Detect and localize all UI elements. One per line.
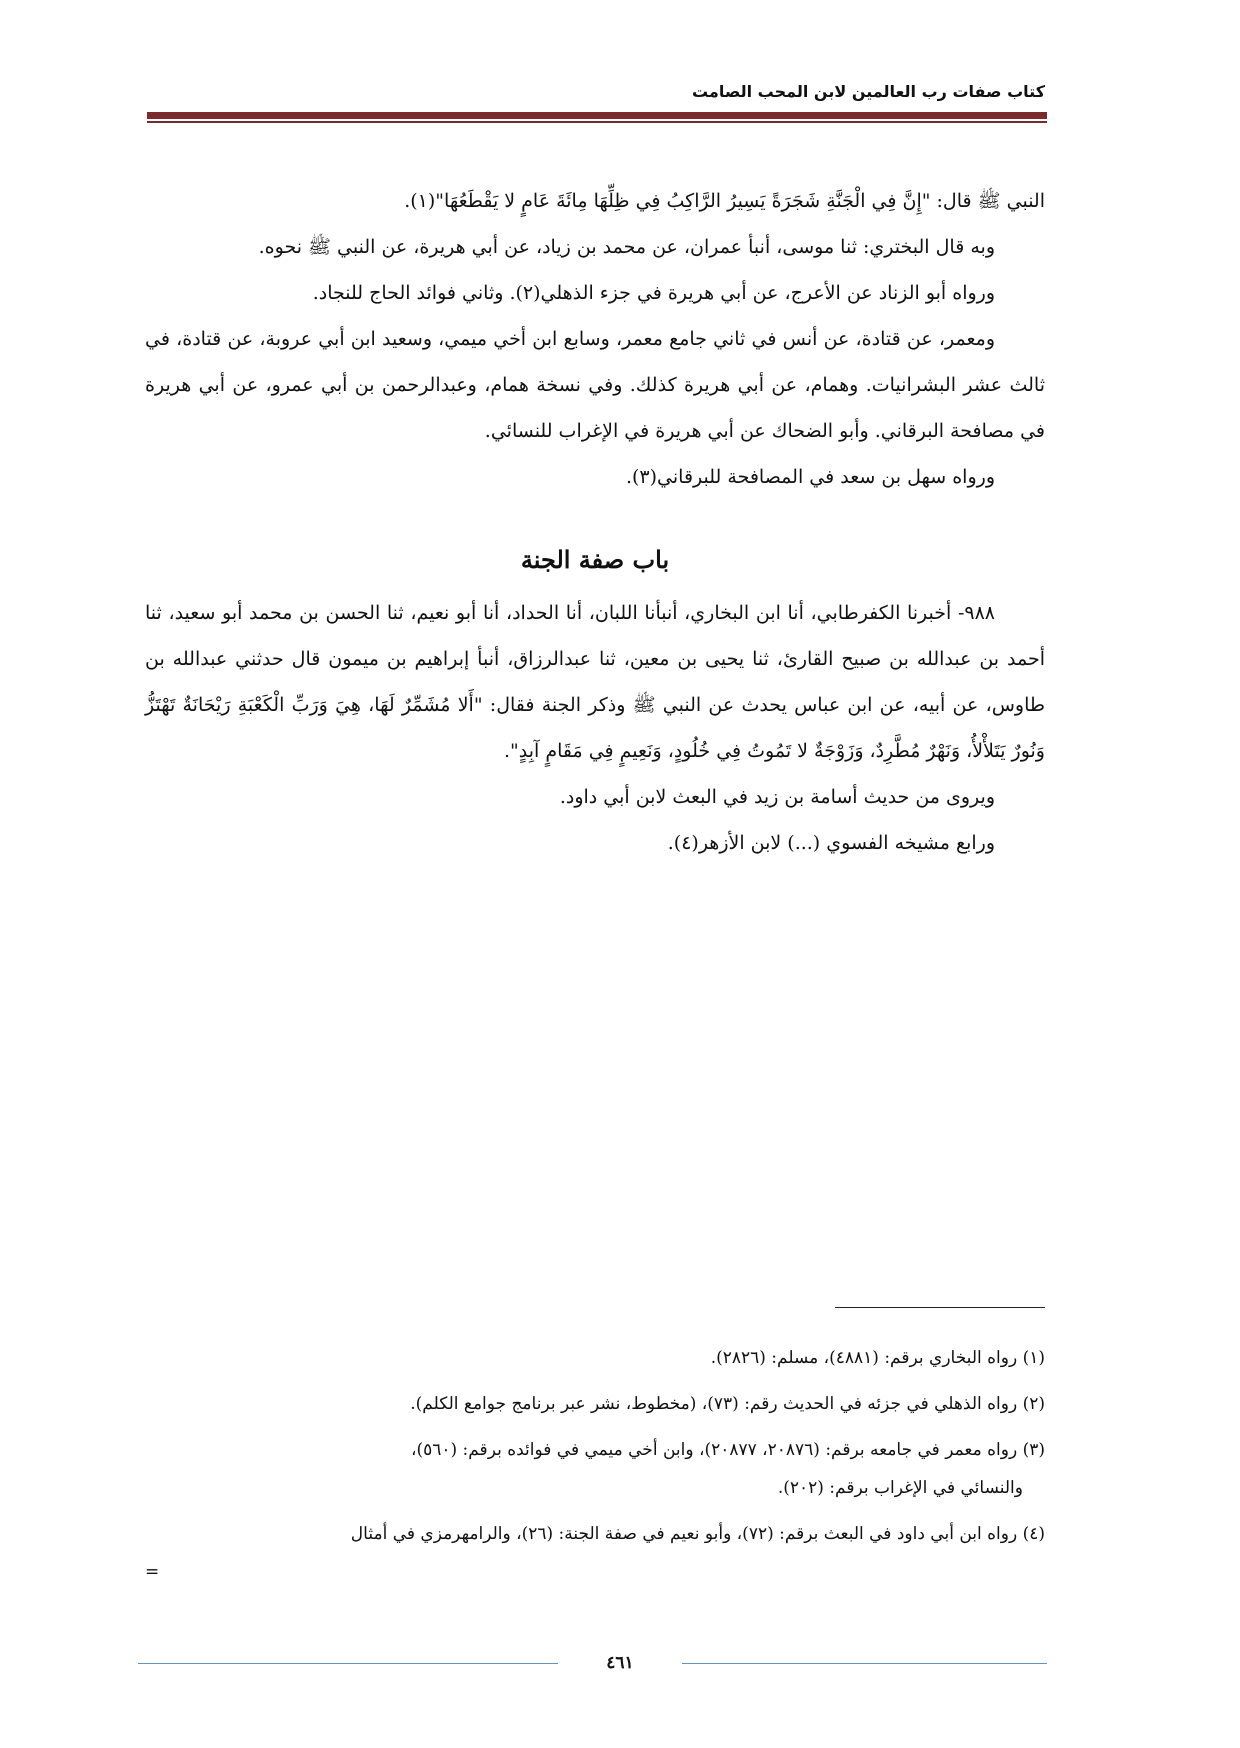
footnote-4-continuation-mark: =: [145, 1562, 160, 1582]
running-header: كتاب صفات رب العالمين لابن المحب الصامت: [691, 82, 1045, 101]
footnote-1: (١) رواه البخاري برقم: (٤٨٨١)، مسلم: (٢٨٢٦).: [710, 1348, 1045, 1368]
footer-rule-right: [682, 1663, 1047, 1664]
paragraph-2: وبه قال البختري: ثنا موسى، أنبأ عمران، عن محمد بن زياد، عن أبي هريرة، عن النبي ﷺ نحوه.: [258, 236, 995, 258]
section-heading: باب صفة الجنة: [520, 545, 670, 574]
footnote-3-continuation: والنسائي في الإغراب برقم: (٢٠٢).: [777, 1478, 1023, 1498]
paragraph-5: ورواه سهل بن سعد في المصافحة للبرقاني(٣).: [625, 466, 995, 488]
paragraph-8: ورابع مشيخه الفسوي (...) لابن الأزهر(٤).: [667, 832, 995, 854]
footnotes: [145, 1340, 1045, 1600]
footnote-2: (٢) رواه الذهلي في جزئه في الحديث رقم: (٧٣)، (مخطوط، نشر عبر برنامج جوامع الكلم).: [410, 1394, 1045, 1414]
footnote-separator: [835, 1307, 1045, 1308]
paragraph-7: ويروى من حديث أسامة بن زيد في البعث لابن أبي داود.: [559, 786, 995, 808]
footnote-3: (٣) رواه معمر في جامعه برقم: (٢٠٨٧٦، ٢٠٨٧٧)، وابن أخي ميمي في فوائده برقم: (٥٦٠)،: [410, 1440, 1045, 1460]
paragraph-6: ٩٨٨- أخبرنا الكفرطابي، أنا ابن البخاري، أنبأنا اللبان، أنا الحداد، أنا أبو نعيم، ثنا الحسن بن محمد أبو سعيد، ثنا أحمد بن عبدالله بن صبيح القارئ، ثنا يحيى بن معين، ثنا عبدالرزاق، أنبأ إبراهيم بن ميمون قال حدثني عبدالله بن طاوس، عن أبيه، عن ابن عباس يحدث عن النبي ﷺ وذكر الجنة فقال: "أَلا مُشَمِّرٌ لَهَا، هِيَ وَرَبِّ الْكَعْبَةِ رَيْحَانَةٌ تَهْتَزُّ وَنُورٌ يَتَلأْلأُ، وَنَهْرٌ مُطَّرِدٌ، وَزَوْجَةٌ لا تَمُوتُ فِي خُلُودٍ، وَنَعِيمٍ فِي مَقَامٍ آبِدٍ".: [145, 602, 1045, 762]
paragraph-1: النبي ﷺ قال: "إِنَّ فِي الْجَنَّةِ شَجَرَةً يَسِيرُ الرَّاكِبُ فِي ظِلِّهَا مِائَةَ عَامٍ لا يَقْطَعُهَا"(١).: [404, 190, 1045, 212]
header-rule: [147, 112, 1047, 119]
main-text: [145, 178, 1045, 866]
header-rule-thin: [147, 121, 1047, 123]
page-number: ٤٦١: [606, 1653, 634, 1673]
paragraph-3: ورواه أبو الزناد عن الأعرج، عن أبي هريرة في جزء الذهلي(٢). وثاني فوائد الحاج للنجاد.: [312, 282, 995, 304]
footer-rule-left: [138, 1663, 558, 1664]
footnote-4: (٤) رواه ابن أبي داود في البعث برقم: (٧٢)، وأبو نعيم في صفة الجنة: (٢٦)، والرامهرمزي في أمثال: [350, 1524, 1045, 1544]
paragraph-4: ومعمر، عن قتادة، عن أنس في ثاني جامع معمر، وسابع ابن أخي ميمي، وسعيد ابن أبي عروبة، عن قتادة، في ثالث عشر البشرانيات. وهمام، عن أبي هريرة كذلك. وفي نسخة همام، وعبدالرحمن بن أبي عمرو، عن أبي هريرة في مصافحة البرقاني. وأبو الضحاك عن أبي هريرة في الإغراب للنسائي.: [145, 328, 1045, 442]
